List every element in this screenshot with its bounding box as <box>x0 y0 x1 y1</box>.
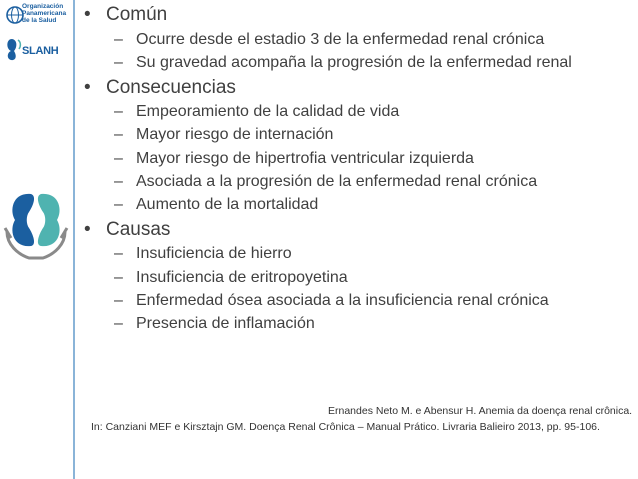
dash: – <box>114 172 123 190</box>
section-consecuencias <box>82 77 638 99</box>
slanh-name: SLANH <box>22 45 59 57</box>
reference-line-1: Ernandes Neto M. e Abensur H. Anemia da doença renal crônica. <box>328 405 633 417</box>
section-title: Común <box>106 4 168 25</box>
dash: – <box>114 103 123 121</box>
list-item <box>82 315 638 334</box>
section-title: Consecuencias <box>106 76 236 98</box>
dash: – <box>114 195 123 213</box>
list-item-text: Insuficiencia de hierro <box>136 245 292 263</box>
list-item <box>82 245 638 264</box>
list-item-text: Presencia de inflamación <box>136 314 315 332</box>
dash: – <box>114 53 123 71</box>
list-item-text: Empeoramiento de la calidad de vida <box>136 103 400 121</box>
list-item <box>82 103 638 122</box>
bullet: • <box>84 4 91 25</box>
list-item <box>82 54 638 73</box>
list-item-text: Su gravedad acompaña la progresión de la enfermedad renal <box>136 53 572 71</box>
list-item <box>82 292 638 311</box>
reference-line-2: In: Canziani MEF e Kirsztajn GM. Doença Renal Crônica – Manual Prático. Livraria Balieiro 2013, pp. 95-106. <box>91 421 600 433</box>
list-item-text: Mayor riesgo de hipertrofia ventricular izquierda <box>136 149 474 167</box>
ops-line: Panamericana <box>22 10 67 18</box>
ops-line: Organización <box>22 3 64 10</box>
list-item-text: Asociada a la progresión de la enfermedad renal crónica <box>136 172 538 190</box>
list-item <box>82 150 638 169</box>
list-item <box>82 126 638 145</box>
list-item-text: Aumento de la mortalidad <box>136 195 319 213</box>
logo-sidebar <box>0 0 73 479</box>
ops-line: de la Salud <box>22 17 57 25</box>
dash: – <box>114 149 123 167</box>
dash: – <box>114 268 123 286</box>
list-item <box>82 196 638 215</box>
list-item-text: Insuficiencia de eritropoyetina <box>136 268 348 286</box>
ops-name <box>22 3 66 25</box>
slide-content <box>82 0 638 338</box>
list-item <box>82 31 638 50</box>
section-comun <box>82 4 638 26</box>
section-title: Causas <box>106 218 171 240</box>
list-item-text: Ocurre desde el estadio 3 de la enfermedad renal crónica <box>136 30 545 48</box>
bullet-list <box>82 4 638 333</box>
kidneys-hands-icon <box>3 188 69 264</box>
dash: – <box>114 30 123 48</box>
list-item-text: Mayor riesgo de internación <box>136 126 334 144</box>
bullet: • <box>84 76 91 98</box>
bullet: • <box>84 218 91 240</box>
list-item-text: Enfermedad ósea asociada a la insuficiencia renal crónica <box>136 291 549 309</box>
section-causas <box>82 219 638 241</box>
sidebar-divider <box>73 0 75 479</box>
dash: – <box>114 245 123 263</box>
list-item <box>82 269 638 288</box>
dash: – <box>114 314 123 332</box>
dash: – <box>114 291 123 309</box>
list-item <box>82 173 638 192</box>
dash: – <box>114 126 123 144</box>
